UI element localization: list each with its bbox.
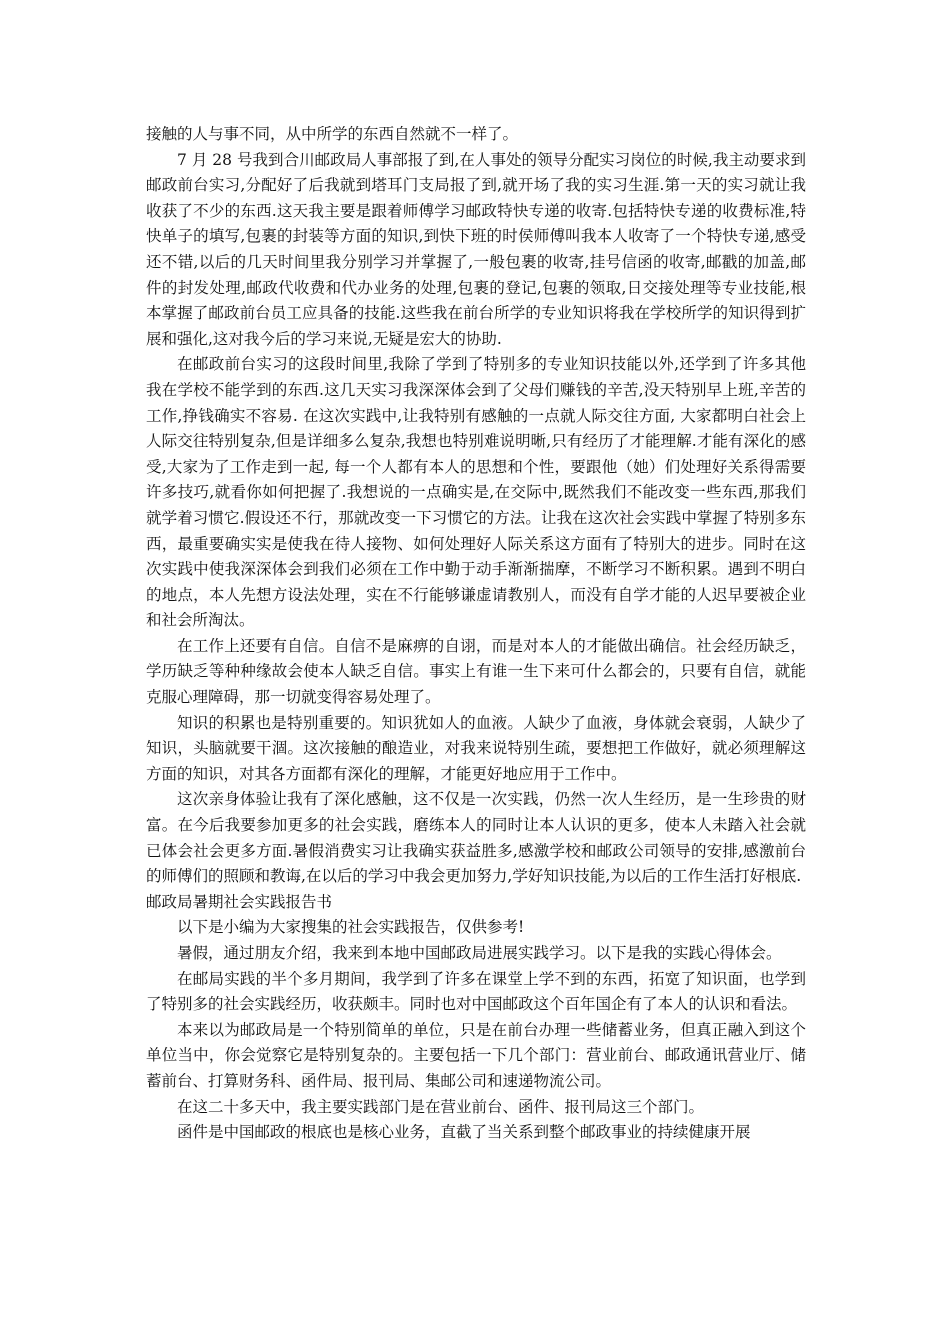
paragraph-letters-business: 函件是中国邮政的根底也是核心业务，直截了当关系到整个邮政事业的持续健康开展 — [177, 1123, 751, 1142]
paragraph-knowledge: 知识的积累也是特别重要的。知识犹如人的血液。人缺少了血液，身体就会衰弱，人缺少了知识，头脑就要干涸。这次接触的酿造业，对我来说特别生疏，要想把工作做好，就必须理解这方面的知识，对其各方面都有深化的理解，才能更好地应用于工作中。 — [146, 713, 806, 783]
paragraph-practice-departments: 在这二十多天中，我主要实践部门是在营业前台、函件、报刊局这三个部门。 — [177, 1097, 705, 1116]
paragraph-departments: 本来以为邮政局是一个特别简单的单位，只是在前台办理一些储蓄业务，但真正融入到这个单位当中，你会觉察它是特别复杂的。主要包括一下几个部门：营业前台、邮政通讯营业厅、储蓄前台、打算财务科、函件局、报刊局、集邮公司和速递物流公司。 — [146, 1020, 806, 1090]
paragraph-conclusion: 这次亲身体验让我有了深化感触，这不仅是一次实践，仍然一次人生经历，是一生珍贵的财富。在今后我要参加更多的社会实践，磨练本人的同时让本人认识的更多，使本人未踏入社会就已体会社会更多方面.暑假消费实习让我确实获益胜多,感激学校和邮政公司领导的安排,感激前台的师傅们的照顾和教诲,在以后的学习中我会更加努力,学好知识技能,为以后的工作生活打好根底. — [146, 790, 806, 886]
document-page — [146, 122, 806, 1146]
paragraph-summer-intro: 暑假，通过朋友介绍，我来到本地中国邮政局进展实践学习。以下是我的实践心得体会。 — [177, 944, 782, 962]
paragraph-learning: 在邮局实践的半个多月期间，我学到了许多在课堂上学不到的东西，拓宽了知识面，也学到了特别多的社会实践经历，收获颇丰。同时也对中国邮政这个百年国企有了本人的认识和看法。 — [146, 969, 806, 1014]
paragraph-intro-note: 以下是小编为大家搜集的社会实践报告，仅供参考! — [177, 918, 525, 937]
paragraph-confidence: 在工作上还要有自信。自信不是麻痹的自诩，而是对本人的才能做出确信。社会经历缺乏，学历缺乏等种种缘故会使本人缺乏自信。事实上有谁一生下来可什么都会的，只要有自信，就能克服心理障碍，那一切就变得容易处理了。 — [146, 636, 806, 707]
paragraph-internship-start: 7 月 28 号我到合川邮政局人事部报了到,在人事处的领导分配实习岗位的时候,我主动要求到邮政前台实习,分配好了后我就到塔耳门支局报了到,就开场了我的实习生涯.第一天的实习就让我收获了不少的东西.这天我主要是跟着师傅学习邮政特快专递的收寄.包括特快专递的收费标准,特快单子的填写,包裹的封装等方面的知识,到快下班的时侯师傅叫我本人收寄了一个特快专递,感受还不错,以后的几天时间里我分别学习并掌握了,一般包裹的收寄,挂号信函的收寄,邮戳的加盖,邮件的封发处理,邮政代收费和代办业务的处理,包裹的登记,包裹的领取,日交接处理等专业技能,根本掌握了邮政前台员工应具备的技能.这些我在前台所学的专业知识将我在学校所学的知识得到扩展和强化,这对我今后的学习来说,无疑是宏大的协助. — [146, 150, 806, 348]
section-title: 邮政局暑期社会实践报告书 — [146, 892, 333, 911]
paragraph-interpersonal: 在邮政前台实习的这段时间里,我除了学到了特别多的专业知识技能以外,还学到了许多其他我在学校不能学到的东西.这几天实习我深深体会到了父母们赚钱的辛苦,没天特别早上班,辛苦的工作,挣钱确实不容易. 在这次实践中,让我特别有感触的一点就人际交往方面, 大家都明白社会上人际交往特别复杂,但是详细多么复杂,我想也特别难说明晰,只有经历了才能理解.才能有深化的感受,大家为了工作走到一起, 每一个人都有本人的思想和个性，要跟他（她）们处理好关系得需要许多技巧,就看你如何把握了.我想说的一点确实是,在交际中,既然我们不能改变一些东西,那我们就学着习惯它.假设还不行，那就改变一下习惯它的方法。让我在这次社会实践中掌握了特别多东西，最重要确实实是使我在待人接物、如何处理好人际关系这方面有了特别大的进步。同时在这次实践中使我深深体会到我们必须在工作中勤于动手渐渐揣摩，不断学习不断积累。遇到不明白的地点，本人先想方设法处理，实在不行能够谦虚请教别人，而没有自学才能的人迟早要被企业和社会所淘汰。 — [146, 355, 806, 630]
paragraph-continuation: 接触的人与事不同，从中所学的东西自然就不一样了。 — [146, 125, 519, 143]
